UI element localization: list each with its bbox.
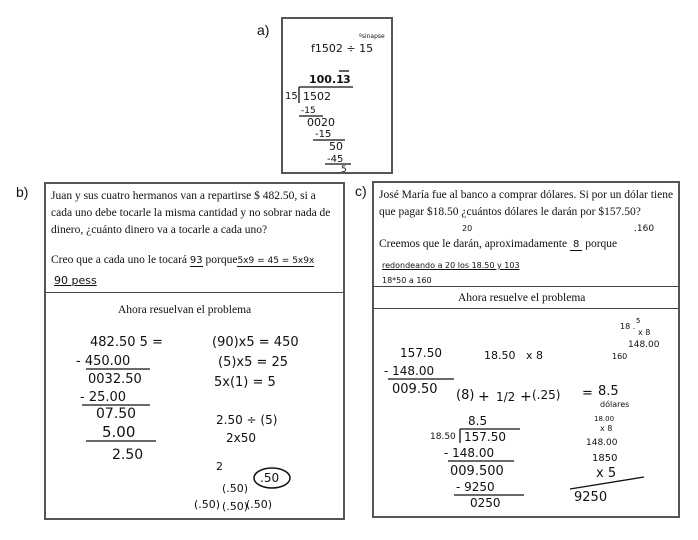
- a-quotient: 100.1: [309, 73, 344, 86]
- b-right-5: 2x50: [226, 431, 257, 445]
- c-note-top: .160: [634, 224, 655, 234]
- b-left-2: - 450.00: [76, 354, 131, 369]
- c-mult-1: 18.00: [594, 415, 615, 423]
- panel-c: [372, 181, 680, 518]
- a-header: f1502 ÷ 15: [311, 42, 374, 55]
- b-instruction: Ahora resuelvan el problema: [118, 304, 252, 316]
- c-eq-1: 18.50: [484, 349, 516, 362]
- c-eq-8: =: [582, 386, 593, 401]
- b-left-3: 0032.50: [88, 372, 142, 387]
- b-answer-hand: 5x9 = 45 = 5x9x: [237, 256, 315, 266]
- a-repeat-digit: 3: [343, 73, 351, 86]
- c-eq-5: 1/2: [496, 390, 516, 404]
- b-bottom-2: .50: [260, 471, 280, 485]
- c-div-divisor: 18.50: [430, 432, 456, 442]
- b-right-2: (5)x5 = 25: [218, 355, 289, 370]
- a-note: ºsinapse: [359, 33, 385, 40]
- c-hand-line-1: redondeando a 20 los 18.50 y 103: [382, 261, 520, 270]
- c-div-step-1: - 148.00: [444, 446, 495, 460]
- c-mult-5: x 5: [596, 466, 617, 481]
- c-eq-2: x 8: [526, 349, 544, 362]
- b-right-4: 2.50 ÷ (5): [216, 413, 278, 427]
- c-mult-3: 148.00: [586, 438, 618, 448]
- c-eq-3: (8): [456, 388, 475, 403]
- b-problem: Juan y sus cuatro hermanos van a repartirse $ 482.50, si a cada uno debe tocarle la misma cantidad y no sobrar nada de dinero, ¿cuánto dinero va a tocarle a cada uno?: [51, 190, 331, 236]
- a-step-3: -15: [315, 129, 332, 140]
- a-divisor: 15: [285, 91, 298, 102]
- c-div-dividend: 157.50: [464, 430, 506, 444]
- c-work: [374, 311, 678, 517]
- c-div-quotient: 8.5: [468, 414, 488, 428]
- b-left-5: 07.50: [96, 406, 137, 422]
- b-separator: [46, 292, 343, 293]
- c-hand-line-2: 18*50 a 160: [382, 276, 432, 285]
- b-right-3: 5x(1) = 5: [214, 375, 276, 390]
- c-tl-3: 009.50: [392, 382, 438, 397]
- label-c: c): [355, 183, 367, 199]
- c-small-4: 148.00: [628, 340, 660, 350]
- c-tl-2: - 148.00: [384, 364, 435, 378]
- c-estimate-prefix: Creemos que le darán, aproximadamente: [379, 238, 568, 250]
- c-div-step-3: - 9250: [456, 480, 495, 494]
- b-bottom-4: (.50): [194, 498, 221, 511]
- label-b: b): [16, 184, 29, 200]
- b-bottom-5: (.50): [222, 500, 249, 513]
- c-small-1: 18 .: [620, 322, 636, 331]
- c-small-5: 160: [612, 352, 628, 361]
- c-small-2: 5: [636, 317, 641, 325]
- b-answer-prefix: Creo que a cada uno le tocará: [51, 254, 188, 266]
- b-bottom-3: (.50): [222, 482, 249, 495]
- a-step-5: -45: [327, 154, 344, 165]
- c-tl-1: 157.50: [400, 346, 442, 360]
- c-estimate-value: 8: [570, 239, 582, 251]
- panel-a-handwriting: [283, 19, 391, 172]
- c-eq-9: 8.5: [598, 384, 619, 399]
- b-answer-mid: porque: [205, 254, 238, 266]
- c-mult-2: x 8: [600, 424, 613, 433]
- b-left-4: - 25.00: [80, 390, 127, 405]
- a-step-1: -15: [301, 106, 316, 116]
- c-small-3: x 8: [638, 328, 651, 337]
- label-a: a): [257, 22, 270, 38]
- b-bottom-6: (.50): [246, 498, 273, 511]
- a-dividend: 1502: [303, 90, 331, 103]
- c-div-step-4: 0250: [470, 496, 501, 510]
- b-left-1: 482.50 5 =: [90, 335, 163, 350]
- b-answer-value: 93: [189, 255, 203, 266]
- c-eq-4: +: [478, 389, 490, 405]
- a-step-2: 0020: [307, 116, 335, 129]
- c-eq-7: (.25): [532, 388, 561, 402]
- c-separator-2: [374, 308, 678, 309]
- c-separator-1: [374, 286, 678, 287]
- c-estimate-line: [379, 236, 617, 253]
- b-bottom-1: 2: [216, 460, 223, 473]
- panel-b: [44, 182, 345, 520]
- c-eq-10: dólares: [600, 400, 630, 409]
- c-mult-6: 9250: [574, 490, 608, 505]
- a-step-4: 50: [329, 140, 343, 153]
- panel-a: [281, 17, 393, 174]
- c-problem: José María fue al banco a comprar dólares. Si por un dólar tiene que pagar $18.50 ¿cuántos dólares le darán por $157.50?: [379, 189, 674, 218]
- c-div-step-2: 009.500: [450, 464, 504, 479]
- b-left-6: 5.00: [102, 423, 136, 441]
- b-left-7: 2.50: [112, 447, 144, 463]
- c-instruction: Ahora resuelve el problema: [458, 292, 586, 304]
- b-work: [46, 324, 343, 518]
- c-note-20: 20: [462, 224, 473, 233]
- c-mult-4: 1850: [592, 453, 618, 464]
- a-step-6: 5: [341, 165, 347, 172]
- c-eq-6: +: [520, 389, 532, 405]
- b-answer-hand-2: 90 pess: [54, 274, 97, 287]
- b-right-1: (90)x5 = 450: [212, 335, 299, 350]
- b-answer-line: [51, 252, 341, 270]
- c-estimate-suffix: porque: [585, 238, 618, 250]
